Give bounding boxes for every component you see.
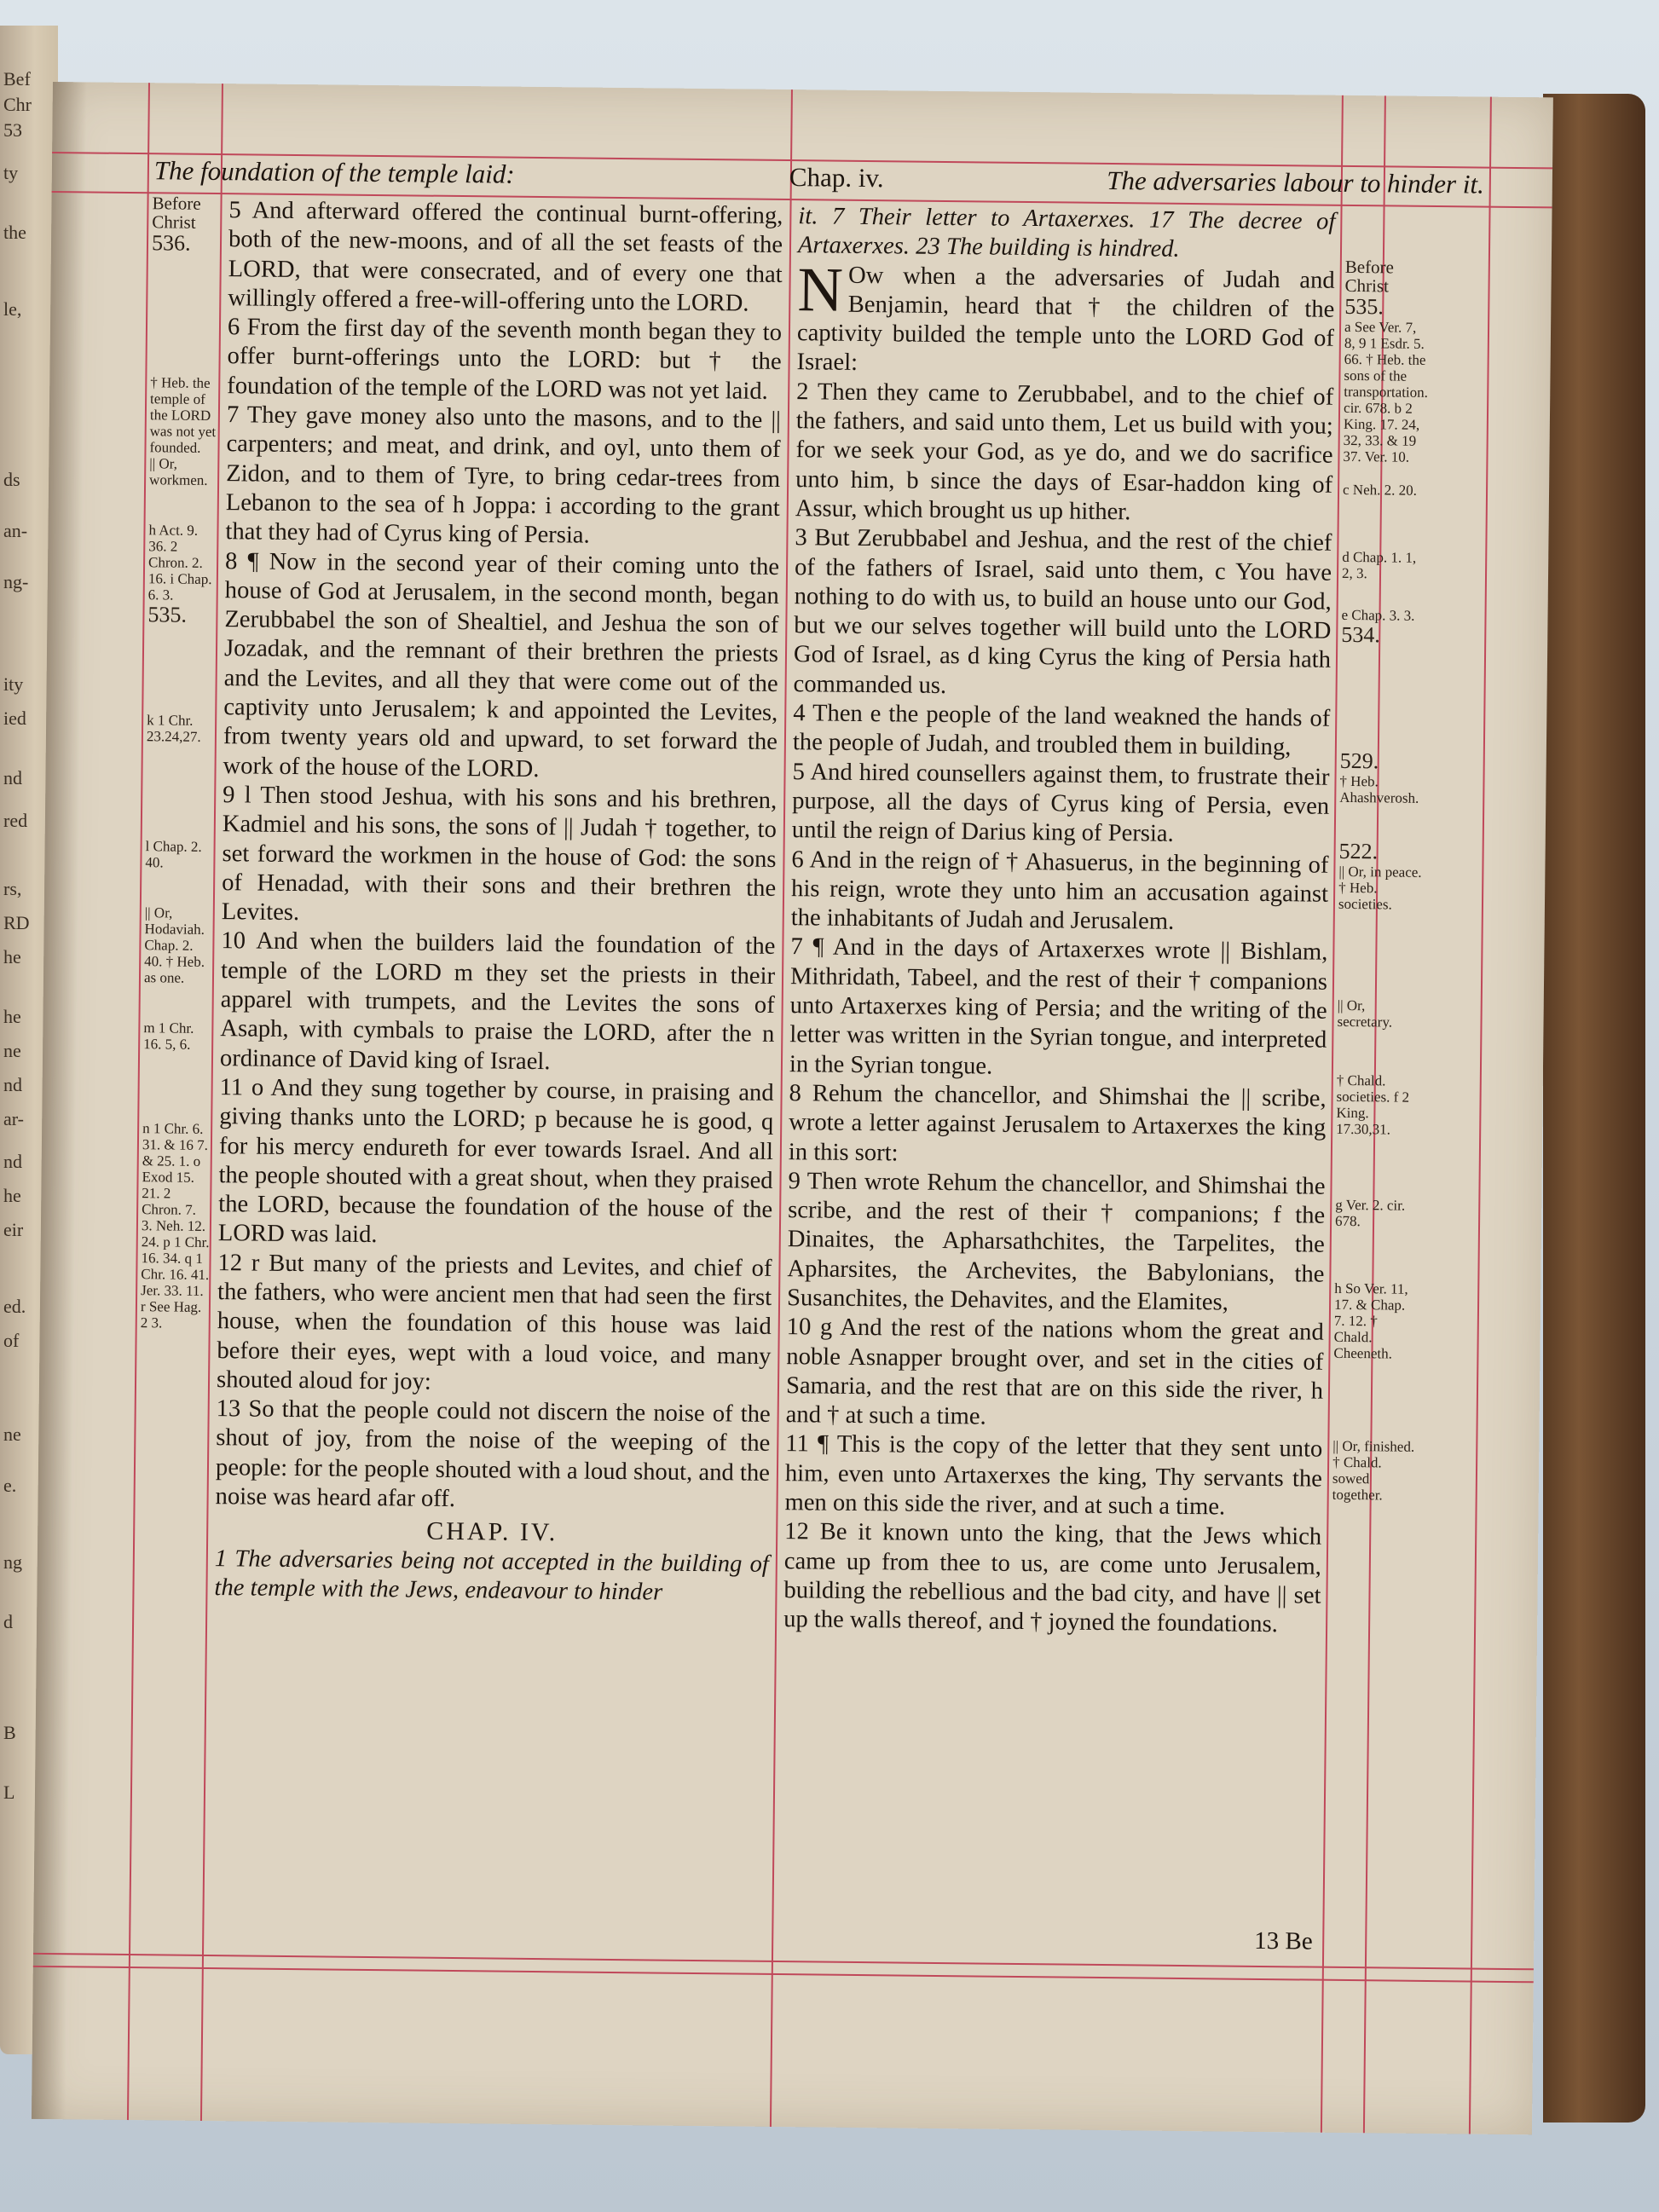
verse: 5 And hired counsellers against them, to frustrate their purpose, all the days of Cyrus king of Persia, even until the reign of Darius king of Persia. [791, 758, 1330, 848]
margin-note: || Or, workmen. [149, 455, 208, 488]
running-header [154, 155, 1484, 203]
verse: 10 g And the rest of the nations whom the great and noble Asnapper brought over, and set in the cities of Samaria, and the rest that are on this side the river, h and † at such a time. [785, 1314, 1324, 1430]
margin-note: m 1 Chr. 16. 5, 6. [143, 1019, 194, 1053]
left-fragment: RD [3, 912, 30, 933]
header-right: The adversaries labour to hinder it. [1107, 165, 1485, 199]
verse: 12 r But many of the priests and Levites, and chief of the fathers, who were ancient men that had seen the first house, when the foundation of this house was laid before their eyes, wept with a loud voice, and many shouted aloud for joy: [216, 1249, 772, 1395]
margin-note: † Heb. the temple of the LORD was not yet founded. [149, 374, 217, 456]
chapter-summary: 1 The adversaries being not accepted in the building of the temple with the Jews, endeavour to hinder [214, 1545, 769, 1606]
verse-text: Ow when a the adversaries of Judah and Benjamin, heard that † the children of the captivity builded the temple unto the LORD God of Israel: [796, 262, 1335, 377]
year-marker: 535. [1344, 293, 1384, 320]
left-fragment: nd [3, 1074, 22, 1095]
verse: 6 From the first day of the seventh month began they to offer burnt-offerings unto the LORD: but † the foundation of the temple of the LORD was not yet laid. [227, 314, 783, 405]
left-fragment: rs, [3, 878, 22, 899]
year-marker: 536. [151, 230, 191, 256]
verse: 13 So that the people could not discern the noise of the shout of joy, from the noise of the weeping of the people: for the people shouted with a loud shout, and the noise was heard afar off. [215, 1395, 771, 1513]
chapter-summary-continued: it. 7 Their letter to Artaxerxes. 17 The decree of Artaxerxes. 23 The building is hindred. [797, 203, 1336, 263]
margin-note: a See Ver. 7, 8, 9 1 Esdr. 5. 66. † Heb. the sons of the transportation. cir. 678. b 2 King. 17. 24, 32, 33. & 19 37. Ver. 10. [1343, 318, 1429, 465]
left-fragment: ty [3, 162, 19, 183]
header-left: The foundation of the temple laid: [153, 155, 515, 189]
margin-note: † Chald. societies. f 2 King. 17.30,31. [1336, 1071, 1410, 1138]
left-fragment: an- [3, 520, 28, 541]
left-fragment: of [3, 1330, 20, 1351]
left-fragment: le, [3, 298, 22, 320]
margin-note: c Neh. 2. 20. [1342, 481, 1418, 499]
verse: 7 ¶ And in the days of Artaxerxes wrote || Bishlam, Mithridath, Tabeel, and the rest of their † companions unto Artaxerxes king of Persia; and the writing of the letter was written in the Syrian tongue, and interpreted in the Syrian tongue. [789, 933, 1328, 1080]
chapter-heading: CHAP. IV. [426, 1517, 558, 1547]
left-fragment: ds [3, 469, 20, 490]
verse: 11 ¶ This is the copy of the letter that they sent unto him, even unto Artaxerxes the king, Thy servants the men on this side the river, and at such a time. [784, 1430, 1323, 1521]
verse: 9 l Then stood Jeshua, with his sons and his brethren, Kadmiel and his sons, the sons of || Judah † together, to set forward the workmen in the house of God: the sons of Henadad, with their sons and their brethren the Levites. [221, 782, 777, 927]
left-fragment: nd [3, 1151, 22, 1172]
left-fragment: e. [3, 1475, 17, 1496]
text-column-2 [783, 202, 1336, 1640]
left-fragment: 53 [3, 119, 22, 141]
verse: 8 ¶ Now in the second year of their coming unto the house of God at Jerusalem, in the second month, began Zerubbabel the son of Shealtiel, and Jeshua the son of Jozadak, and the remnant of their brethren the priests and the Levites, and all they that were come out of the captivity unto Jerusalem; k and appointed the Levites, from twenty years old and upward, to set forward the work of the house of the LORD. [223, 547, 780, 783]
margin-note: || Or, finished. † Chald. sowed together. [1332, 1437, 1415, 1504]
left-fragment: ed. [3, 1296, 26, 1317]
margin-note: || Or, secretary. [1337, 996, 1393, 1031]
margin-note: h Act. 9. 36. 2 Chron. 2. 16. i Chap. 6. 3. [147, 522, 212, 604]
left-fragment: Chr [3, 94, 32, 115]
year-marker: 535. [147, 602, 188, 627]
left-fragment: nd [3, 767, 22, 788]
year-marker: 529. [1339, 748, 1379, 774]
verse: 3 But Zerubbabel and Jeshua, and the rest of the chief of the fathers of Israel, said unto them, c You have nothing to do with us, to build an house unto our God, but we our selves together will build unto the LORD God of Israel, as d king Cyrus the king of Persia hath commanded us. [793, 524, 1332, 699]
left-margin [141, 193, 221, 1331]
left-fragment: Bef [3, 68, 31, 90]
left-fragment: B [3, 1722, 16, 1743]
rule-line [1469, 97, 1492, 2134]
book-page-edges [1543, 94, 1645, 2122]
text-column-1 [214, 196, 783, 1608]
left-fragment: eir [3, 1219, 24, 1240]
verse: 8 Rehum the chancellor, and Shimshai the || scribe, wrote a letter against Jerusalem to Artaxerxes the king in this sort: [788, 1080, 1327, 1166]
left-fragment: ied [3, 707, 26, 729]
left-fragment: the [3, 222, 26, 243]
margin-note: † Heb. Ahashverosh. [1339, 772, 1419, 806]
book-page [32, 82, 1553, 2134]
left-fragment: ne [3, 1424, 21, 1445]
left-fragment: ar- [3, 1108, 24, 1129]
margin-note: g Ver. 2. cir. 678. [1334, 1196, 1406, 1230]
margin-note: n 1 Chr. 6. 31. & 16 7. & 25. 1. o Exod 15. 21. 2 Chron. 7. 3. Neh. 12. 24. p 1 Chr. 16. 34. q 1 Chr. 16. 41. Jer. 33. 11. r See Hag. 2 3. [140, 1120, 210, 1331]
margin-note: l Chap. 2. 40. [145, 838, 202, 871]
left-fragment: he [3, 1185, 21, 1206]
header-center: Chap. iv. [789, 162, 884, 193]
verse: 10 And when the builders laid the foundation of the temple of the LORD m they set the priests in their apparel with trumpets, and the Levites the sons of Asaph, with cymbals to praise the LORD, after the n ordinance of David king of Israel. [219, 927, 776, 1075]
left-fragment: L [3, 1782, 15, 1803]
verse: 2 Then they came to Zerubbabel, and to the chief of the fathers, and said unto them, Let us build with you; for we seek your God, as ye do, and we do sacrifice unto him, b since the days of Esar-haddon king of Assur, which brought us up hither. [795, 378, 1334, 526]
left-fragment: ne [3, 1040, 21, 1061]
drop-cap: N [797, 254, 844, 326]
verse: 6 And in the reign of † Ahasuerus, in the beginning of his reign, wrote they unto him an accusation against the inhabitants of Judah and Jerusalem. [790, 846, 1329, 935]
verse: 11 o And they sung together by course, in praising and giving thanks unto the LORD; p because he is good, q for his mercy endureth for ever towards Israel. And all the people shouted with a great shout, when they praised the LORD, because the foundation of the house of the LORD was laid. [217, 1074, 774, 1249]
margin-note: k 1 Chr. 23.24,27. [146, 712, 201, 745]
verse: 12 Be it known unto the king, that the Jews which came up from thee to us, are come unto Jerusalem, building the rebellious and the bad city, and have || set up the walls thereof, and † joyned the foundations. [783, 1518, 1322, 1638]
margin-note: d Chap. 1. 1, 2, 3. [1341, 548, 1417, 582]
year-marker: 522. [1338, 838, 1379, 864]
verse: 5 And afterward offered the continual burnt-offering, both of the new-moons, and of all the set feasts of the LORD, that were consecrated, and of every one that willingly offered a free-will-offering unto the LORD. [228, 197, 783, 317]
left-fragment: ng- [3, 571, 29, 592]
left-fragment: d [3, 1611, 13, 1632]
verse [796, 254, 1335, 384]
before-christ-label: Before Christ [152, 193, 201, 233]
left-fragment: ng [3, 1551, 22, 1573]
margin-note: || Or, Hodaviah. Chap. 2. 40. † Heb. as one. [143, 904, 205, 986]
left-fragment: he [3, 1006, 21, 1027]
verse: 7 They gave money also unto the masons, and to the || carpenters; and meat, and drink, and oyl, unto them of Zidon, and to them of Tyre, to bring cedar-trees from Lebanon to the sea of h Joppa: i according to the grant that they had of Cyrus king of Persia. [225, 401, 782, 549]
before-christ-label: Before Christ [1344, 256, 1395, 297]
verse: 9 Then wrote Rehum the chancellor, and Shimshai the scribe, and the rest of their † companions; f the Dinaites, the Apharsathchites, the Tarpelites, the Apharsites, the Archevites, the Babylonians, the Susanchites, the Dehavites, and the Elamites, [786, 1167, 1326, 1316]
margin-note: || Or, in peace. † Heb. societies. [1338, 863, 1422, 913]
margin-note: h So Ver. 11, 17. & Chap. 7. 12. † Chald. Cheeneth. [1333, 1279, 1408, 1362]
left-fragment: he [3, 946, 21, 967]
left-fragment: ity [3, 673, 24, 695]
rule-line [33, 1966, 1534, 1983]
left-fragment: red [3, 810, 28, 831]
catchword: 13 Be [1254, 1926, 1313, 1955]
year-marker: 534. [1341, 621, 1380, 648]
margin-note: e Chap. 3. 3. [1341, 606, 1415, 624]
verse: 4 Then e the people of the land weakned the hands of the people of Judah, and troubled them in building, [792, 700, 1331, 761]
right-margin [1332, 257, 1431, 1504]
